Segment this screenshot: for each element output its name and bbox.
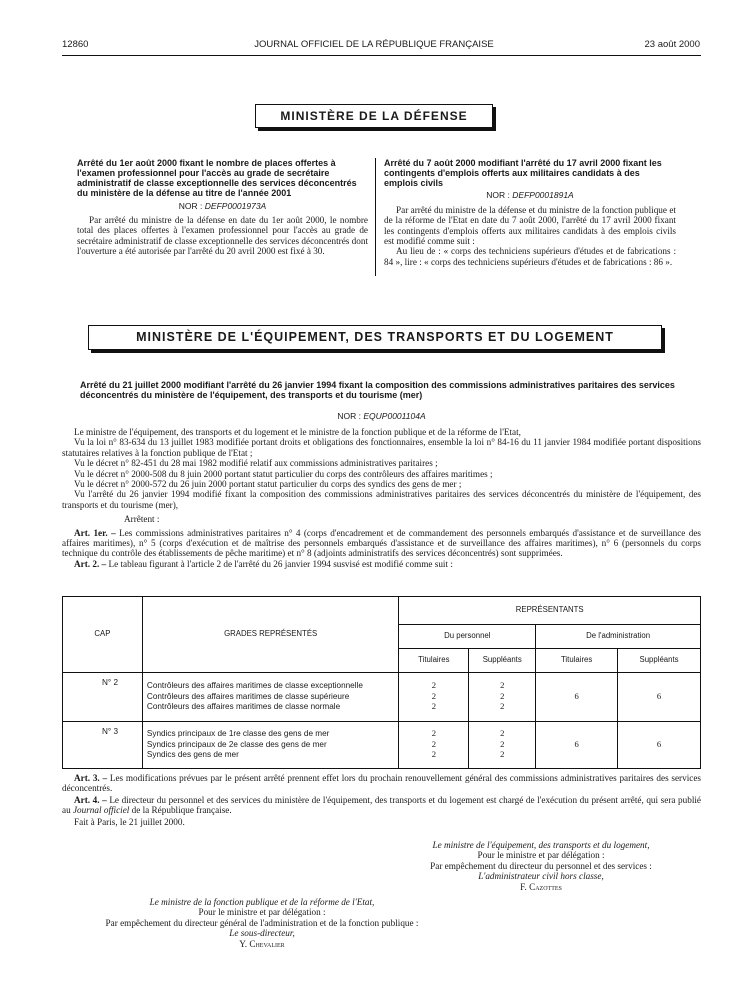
header-representants: REPRÉSENTANTS [399,597,701,625]
paragraph: Vu le décret n° 2000-572 du 26 juin 2000 portant statut particulier du corps des syndics des gens de mer ; [74,478,462,489]
header-suppleants: Suppléants [469,649,536,673]
article-body: Par arrêté du ministre de la défense et du ministre de la fonction publique et de la réforme de l'Etat en date du 7 août 2000, l'arrêté du 17 avril 2000 fixant les contingents d'emplois offerts aux militaires candidats à des emplois civils est modifié comme suit : [384,204,676,246]
article-2: Art. 2. – Le tableau figurant à l'article 2 de l'arrêté du 26 janvier 1994 susvisé est modifié comme suit : [74,558,453,569]
nor-reference: NOR : DEFP0001973A [178,201,267,212]
cap-cell: N° 2 [63,673,143,722]
defense-right-article [384,158,676,267]
ministry-defense-heading: MINISTÈRE DE LA DÉFENSE [255,104,493,128]
page-number: 12860 [62,39,89,50]
ministry-equipement-heading: MINISTÈRE DE L'ÉQUIPEMENT, DES TRANSPORTS ET DU LOGEMENT [88,325,662,350]
article-3: Art. 3. – Les modifications prévues par le présent arrêté prennent effet lors du prochain renouvellement général des commissions administratives paritaires des services déconcentrés. [62,773,701,794]
paragraph: Le ministre de l'équipement, des transports et du logement et le ministre de la fonction publique et de la réforme de l'Etat, [74,427,521,437]
table-row [63,722,701,769]
journal-title: JOURNAL OFFICIEL DE LA RÉPUBLIQUE FRANÇAISE [254,39,494,50]
header-grades: GRADES REPRÉSENTÉS [142,597,398,673]
admin-suppleants-cell: 6 [618,673,701,722]
cap-cell: N° 3 [63,722,143,769]
table-row [63,673,701,722]
article-title: Arrêté du 7 août 2000 modifiant l'arrêté du 17 avril 2000 fixant les contingents d'emplois offerts aux militaires candidats à des emplois civils [384,158,662,189]
header-cap: CAP [63,597,143,673]
paragraph: Vu l'arrêté du 26 janvier 1994 modifié fixant la composition des commissions administratives paritaires des services déconcentrés du ministère de l'équipement, des transports et du tourisme (mer), [62,489,701,510]
paragraph: Vu la loi n° 83-634 du 13 juillet 1983 modifiée portant droits et obligations des fonctionnaires, ensemble la loi n° 84-16 du 11 janvier 1984 modifiée portant dispositions statutaires relatives à la fonction publique de l'Etat ; [62,437,701,458]
header-personnel: Du personnel [399,625,536,649]
grades-cell: Syndics principaux de 1re classe des gens de mer Syndics principaux de 2e classe des gens de mer Syndics des gens de mer [142,722,398,769]
article-title: Arrêté du 21 juillet 2000 modifiant l'arrêté du 26 janvier 1994 fixant la composition des commissions administratives paritaires des services déconcentrés du ministère de l'équipement, des transports et du tourisme (mer) [80,380,675,401]
representatives-table [62,596,701,769]
header-titulaires: Titulaires [536,649,618,673]
article-title: Arrêté du 1er août 2000 fixant le nombre de places offertes à l'examen professionnel pour l'accès au grade de secrétaire administratif de classe exceptionnelle des services déconcentrés du ministère de la défense au titre de l'année 2001 [77,158,357,199]
header-rule [62,55,701,56]
header-titulaires: Titulaires [399,649,469,673]
date-line: Fait à Paris, le 21 juillet 2000. [74,816,185,827]
nor-reference: NOR : EQUP0001104A [337,411,426,421]
article-preamble [62,427,701,569]
header-suppleants: Suppléants [618,649,701,673]
article-body: Par arrêté du ministre de la défense en date du 1er août 2000, le nombre total des places offertes à l'examen professionnel pour l'accès au grade de secrétaire administratif de classe exceptionnelle des services déconcentrés dont l'ouverture a été autorisée par l'arrêté du 20 avril 2000 est fixé à 30. [77,214,368,257]
article-4: Art. 4. – Le directeur du personnel et des services du ministère de l'équipement, des transports et du logement est chargé de l'exécution du présent arrêté, qui sera publié au Journal officiel de la République française. [62,794,702,816]
nor-reference: NOR : DEFP0001891A [486,190,574,201]
paragraph: Vu le décret n° 82-451 du 28 mai 1982 modifié relatif aux commissions administratives paritaires ; [74,458,438,469]
column-divider [375,158,376,276]
header-administration: De l'administration [536,625,701,649]
signature-block-equipement: Le ministre de l'équipement, des transports et du logement, Pour le ministre et par délégation : Par empêchement du directeur du personnel et des services : L'administrateur civil hors classe, F. Cazottes [430,840,652,892]
titulaires-cell: 2 2 2 [399,722,469,769]
admin-suppleants-cell: 6 [618,722,701,769]
article-1: Art. 1er. – Les commissions administratives paritaires n° 4 (corps d'encadrement et de commandement des personnels embarqués d'assistance et de surveillance des affaires maritimes), n° 5 (corps d'exécution et de maîtrise des personnels embarqués d'assistance et de surveillance des affaires maritimes), n° 6 (personnels du corps technique du contrôle des établissements de pêche maritime) et n° 8 (adjoints administratifs des services déconcentrés) sont supprimées. [62,527,702,559]
article-body: Au lieu de : « corps des techniciens supérieurs d'études et de fabrications : 84 », lire : « corps des techniciens supérieurs d'études et de fabrications : 86 ». [384,246,676,267]
paragraph: Vu le décret n° 2000-508 du 8 juin 2000 portant statut particulier du corps des contrôleurs des affaires maritimes ; [74,468,493,479]
admin-titulaires-cell: 6 [536,722,618,769]
grades-cell: Contrôleurs des affaires maritimes de classe exceptionnelle Contrôleurs des affaires maritimes de classe supérieure Contrôleurs des affaires maritimes de classe normale [142,673,398,722]
signature-block-fonction-publique: Le ministre de la fonction publique et de la réforme de l'Etat, Pour le ministre et par délégation : Par empêchement du directeur général de l'administration et de la fonction publique : Le sous-directeur, Y. Chevalier [105,897,419,949]
suppleants-cell: 2 2 2 [469,673,536,722]
article-closing [62,773,701,827]
defense-left-article [77,158,368,256]
admin-titulaires-cell: 6 [536,673,618,722]
paragraph: Arrêtent : [124,514,160,525]
titulaires-cell: 2 2 2 [399,673,469,722]
issue-date: 23 août 2000 [644,39,700,50]
suppleants-cell: 2 2 2 [469,722,536,769]
